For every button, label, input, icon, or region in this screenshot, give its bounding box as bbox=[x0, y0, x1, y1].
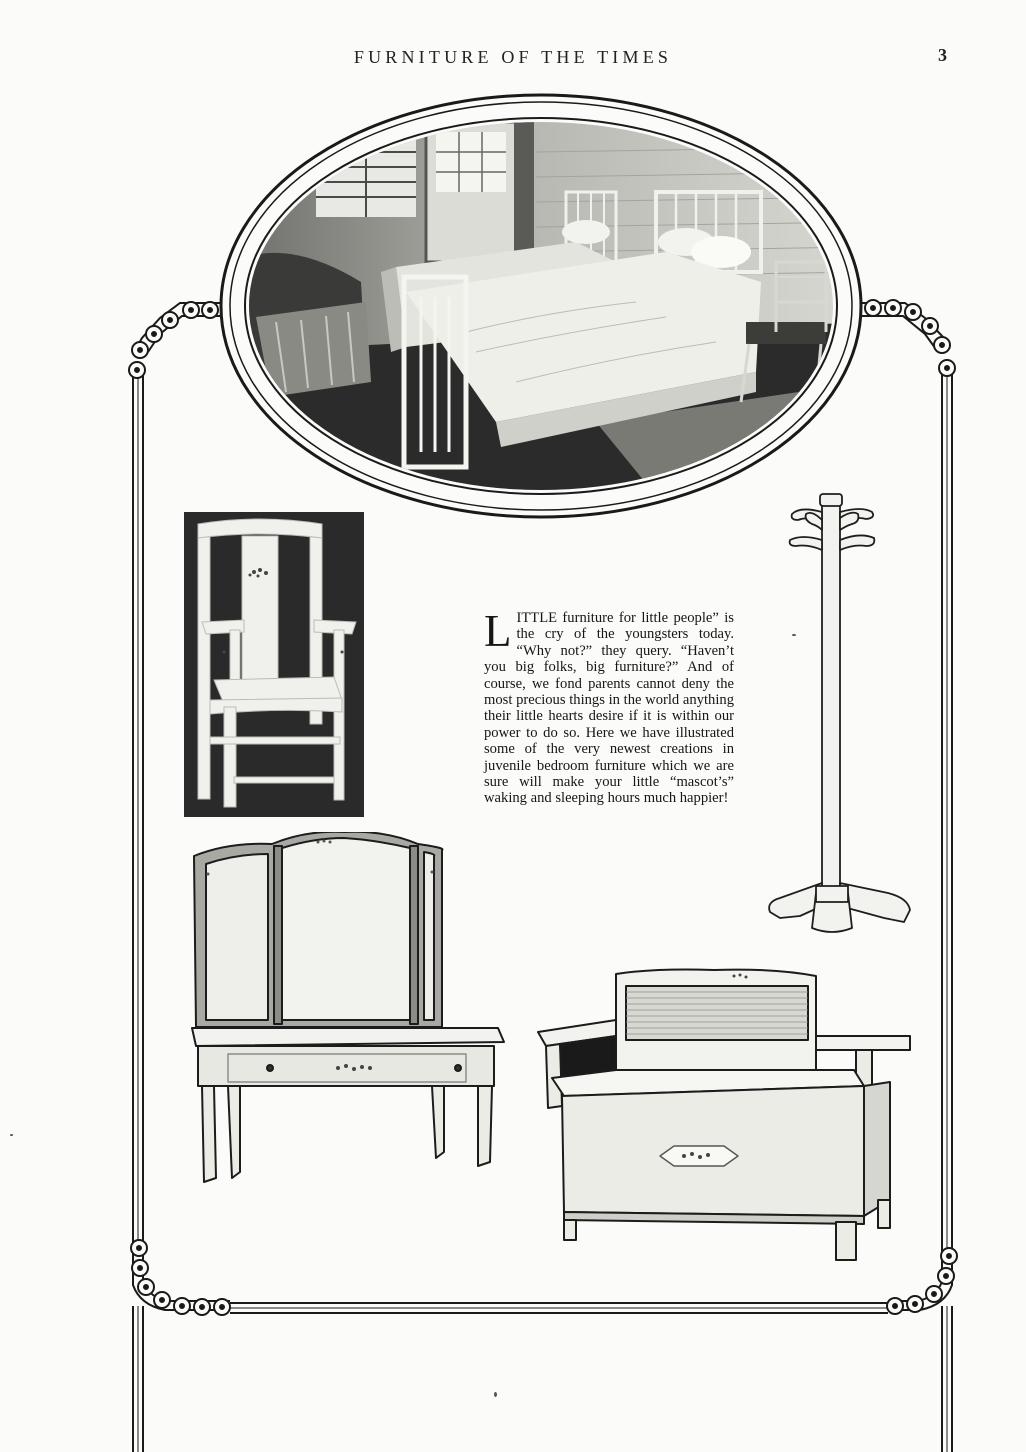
child-armchair-photo bbox=[184, 512, 364, 817]
page-number: 3 bbox=[938, 45, 947, 65]
storage-bench-photo bbox=[534, 966, 914, 1264]
running-head: FURNITURE OF THE TIMES bbox=[353, 47, 673, 67]
article-paragraph: ITTLE furniture for little people” is the cry of the youngsters today. “Why not?” they query. “Haven’t you big folks, big furniture?” And of course, we fond parents cannot deny the most precious things in the world anything their little hearts desire if it is within our power to do so. Here we have illustrated some of the very newest creations in juvenile bedroom furniture which we are sure will make your little “mascot’s” waking and sleeping hours much happier! bbox=[484, 610, 734, 807]
dressing-table-photo bbox=[188, 832, 506, 1184]
print-speck bbox=[494, 1392, 497, 1397]
dropcap-letter: L bbox=[484, 606, 512, 656]
print-speck bbox=[10, 1134, 13, 1136]
bedroom-photo-oval bbox=[216, 92, 866, 520]
clothes-tree-photo bbox=[760, 488, 920, 948]
article-body bbox=[484, 606, 734, 807]
print-speck bbox=[792, 634, 796, 636]
